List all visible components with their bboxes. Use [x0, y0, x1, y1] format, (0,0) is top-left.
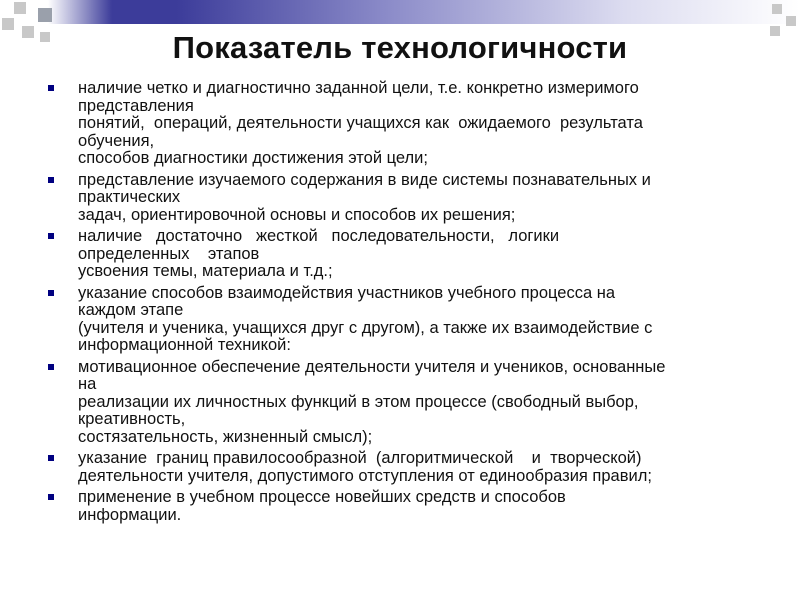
list-item-text-line: указание границ правилосообразной (алгоритмической и творческой) — [78, 449, 642, 467]
list-item-text-line: понятий, операций, деятельности учащихся как ожидаемого результата — [78, 114, 643, 132]
list-item — [44, 285, 774, 355]
list-item-text-line: реализации их личностных функций в этом процессе (свободный выбор, — [78, 392, 639, 411]
list-item-text-line: практических — [78, 188, 181, 206]
bullet-list — [44, 80, 774, 528]
list-item-text-line: представление изучаемого содержания в виде системы познавательных и — [78, 170, 651, 189]
list-item-text-line: наличие четко и диагностично заданной цели, т.е. конкретно измеримого — [78, 79, 639, 97]
decorative-header-band — [0, 0, 800, 24]
bullet-square-icon — [48, 494, 54, 500]
decorative-square — [786, 16, 796, 26]
bullet-square-icon — [48, 290, 54, 296]
list-item-text-line: информационной техникой: — [78, 336, 291, 354]
list-item-text-line: (учителя и ученика, учащихся друг с другом), а также их взаимодействие с — [78, 318, 653, 337]
list-item-text-line: состязательность, жизненный смысл); — [78, 427, 373, 446]
list-item-text-line: определенных этапов — [78, 244, 260, 263]
decorative-square — [772, 4, 782, 14]
list-item-text-line: способов диагностики достижения этой цели; — [78, 149, 428, 167]
list-item — [44, 172, 774, 225]
list-item — [44, 489, 774, 524]
bullet-square-icon — [48, 233, 54, 239]
decorative-square — [14, 2, 26, 14]
list-item-text-line: усвоения темы, материала и т.д.; — [78, 262, 333, 280]
list-item-text-line: деятельности учителя, допустимого отступления от единообразия правил; — [78, 466, 652, 485]
list-item-text-line: креативность, — [78, 410, 186, 428]
decorative-square — [38, 8, 52, 22]
list-item — [44, 228, 774, 281]
list-item — [44, 80, 774, 168]
slide-title: Показатель технологичности — [172, 30, 628, 65]
list-item-text-line: наличие достаточно жесткой последовательности, логики — [78, 227, 560, 245]
list-item-text-line: применение в учебном процессе новейших средств и способов — [78, 488, 566, 506]
list-item-text-line: на — [78, 375, 97, 393]
list-item-text-line: обучения, — [78, 131, 155, 150]
list-item — [44, 359, 774, 447]
list-item-text-line: задач, ориентировочной основы и способов их решения; — [78, 205, 516, 224]
bullet-square-icon — [48, 455, 54, 461]
list-item-text-line: каждом этапе — [78, 301, 184, 319]
list-item-text-line: указание способов взаимодействия участников учебного процесса на — [78, 283, 615, 302]
list-item-text-line: информации. — [78, 505, 182, 524]
list-item-text-line: представления — [78, 96, 194, 115]
bullet-square-icon — [48, 364, 54, 370]
bullet-square-icon — [48, 177, 54, 183]
list-item-text-line: мотивационное обеспечение деятельности учителя и учеников, основанные — [78, 357, 666, 376]
bullet-square-icon — [48, 85, 54, 91]
decorative-square — [2, 18, 14, 30]
list-item — [44, 450, 774, 485]
